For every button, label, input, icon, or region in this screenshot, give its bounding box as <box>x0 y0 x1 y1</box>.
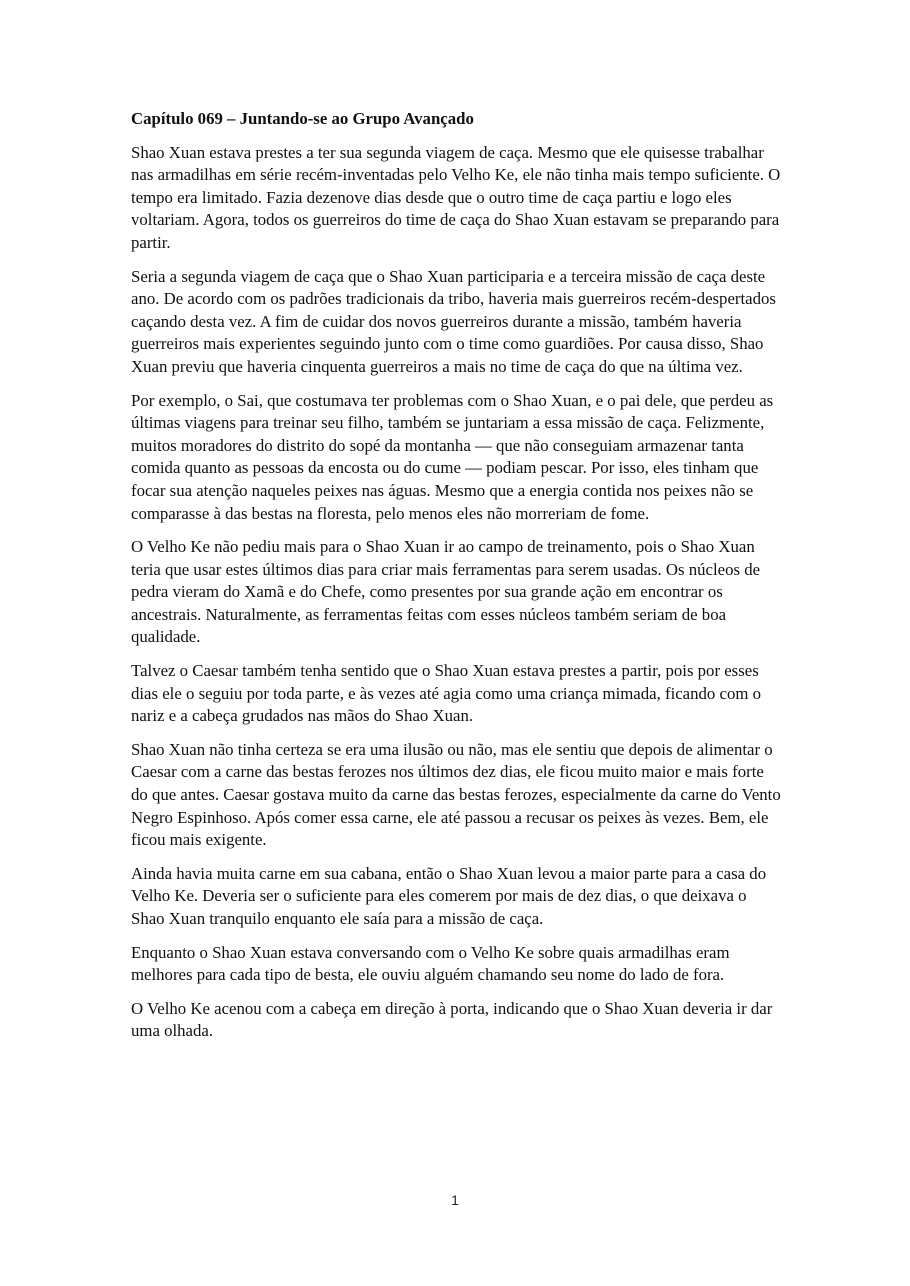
paragraph-9: O Velho Ke acenou com a cabeça em direção à porta, indicando que o Shao Xuan deveria ir dar uma olhada. <box>131 998 773 1041</box>
paragraph-3: Por exemplo, o Sai, que costumava ter problemas com o Shao Xuan, e o pai dele, que perdeu as últimas viagens para treinar seu filho, também se juntariam a essa missão de caça. Felizmente, muitos moradores do distrito do sopé da montanha — que não conseguiam armazenar tanta comida quanto as pessoas da encosta ou do cume — podiam pescar. Por isso, eles tinham que focar sua atenção naqueles peixes nas águas. Mesmo que a energia contida nos peixes não se comparasse à das bestas na floresta, pelo menos eles não morreriam de fome. <box>131 390 774 523</box>
chapter-title: Capítulo 069 – Juntando-se ao Grupo Avançado <box>131 109 474 128</box>
paragraph-5: Talvez o Caesar também tenha sentido que o Shao Xuan estava prestes a partir, pois por esses dias ele o seguiu por toda parte, e às vezes até agia como uma criança mimada, ficando com o nariz e a cabeça grudados nas mãos do Shao Xuan. <box>131 661 761 726</box>
page-number: 1 <box>451 1192 459 1208</box>
paragraph-7: Ainda havia muita carne em sua cabana, então o Shao Xuan levou a maior parte para a casa do Velho Ke. Deveria ser o suficiente para eles comerem por mais de dez dias, o que deixava o Shao Xuan tranquilo enquanto ele saía para a missão de caça. <box>131 863 767 928</box>
paragraph-6: Shao Xuan não tinha certeza se era uma ilusão ou não, mas ele sentiu que depois de alimentar o Caesar com a carne das bestas ferozes nos últimos dez dias, ele ficou muito maior e mais forte do que antes. Caesar gostava muito da carne das bestas ferozes, especialmente da carne do Vento Negro Espinhoso. Após comer essa carne, ele até passou a recusar os peixes às vezes. Bem, ele ficou mais exigente. <box>131 739 781 850</box>
paragraph-2: Seria a segunda viagem de caça que o Shao Xuan participaria e a terceira missão de caça deste ano. De acordo com os padrões tradicionais da tribo, haveria mais guerreiros recém-despertados caçando desta vez. A fim de cuidar dos novos guerreiros durante a missão, também haveria guerreiros mais experientes seguindo junto com o time como guardiões. Por causa disso, Shao Xuan previu que haveria cinquenta guerreiros a mais no time de caça do que na última vez. <box>131 266 776 376</box>
paragraph-4: O Velho Ke não pediu mais para o Shao Xuan ir ao campo de treinamento, pois o Shao Xuan teria que usar estes últimos dias para criar mais ferramentas para serem usadas. Os núcleos de pedra vieram do Xamã e do Chefe, como presentes por sua grande ação em encontrar os ancestrais. Naturalmente, as ferramentas feitas com esses núcleos também seriam de boa qualidade. <box>131 537 761 647</box>
paragraph-1: Shao Xuan estava prestes a ter sua segunda viagem de caça. Mesmo que ele quisesse trabalhar nas armadilhas em série recém-inventadas pelo Velho Ke, ele não tinha mais tempo suficiente. O tempo era limitado. Fazia dezenove dias desde que o outro time de caça partiu e logo eles voltariam. Agora, todos os guerreiros do time de caça do Shao Xuan estavam se preparando para partir. <box>131 142 781 252</box>
page-content <box>131 108 781 1054</box>
paragraph-8: Enquanto o Shao Xuan estava conversando com o Velho Ke sobre quais armadilhas eram melhores para cada tipo de besta, ele ouviu alguém chamando seu nome do lado de fora. <box>131 942 730 985</box>
